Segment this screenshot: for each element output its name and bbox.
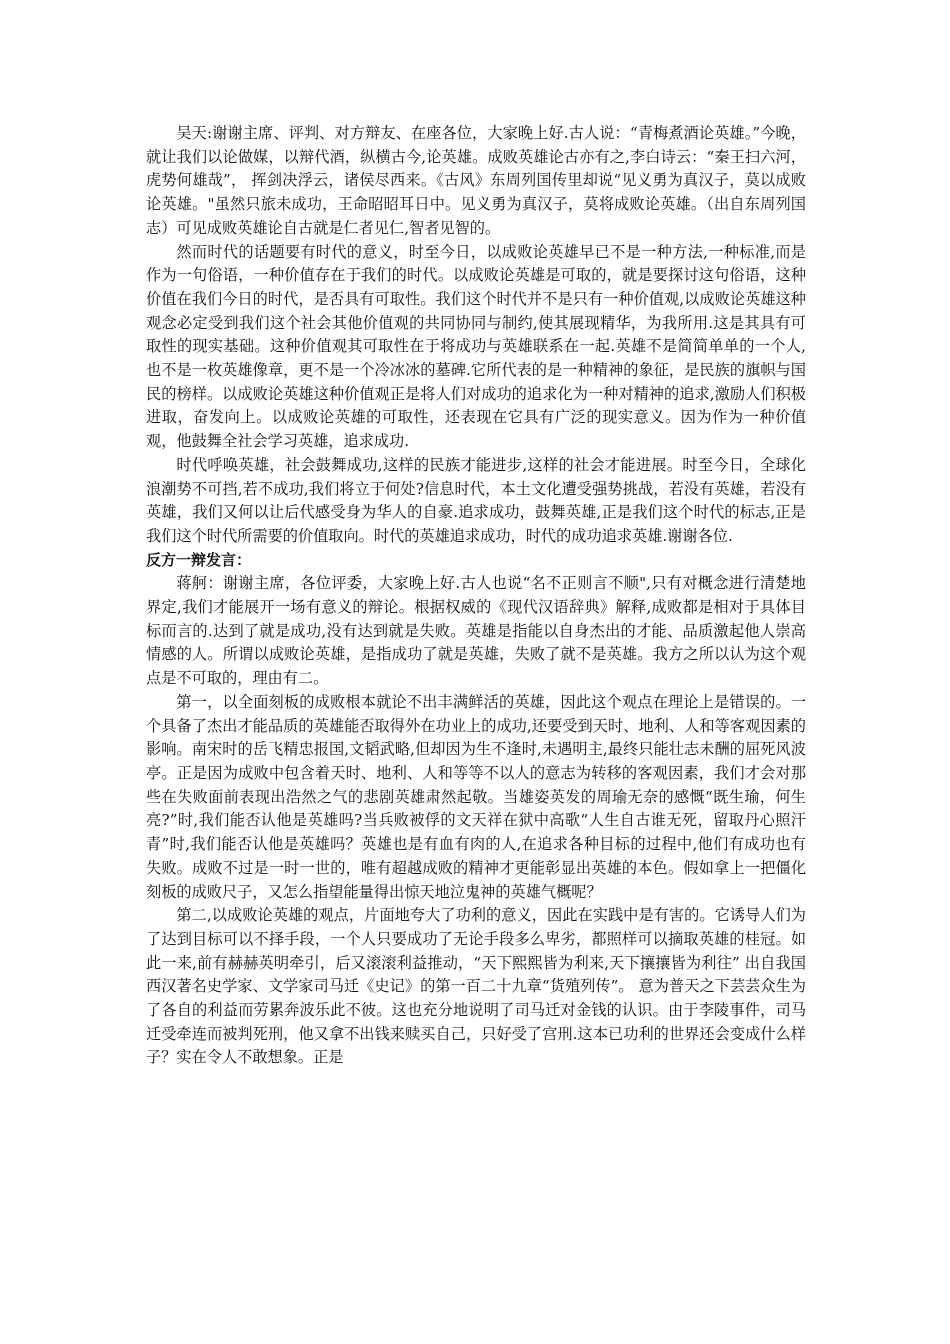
section-heading-negative-first: 反方一辩发言： (146, 550, 252, 569)
paragraph-negative-point-one: 第一，以全面刻板的成败根本就论不出丰满鲜活的英雄，因此这个观点在理论上是错误的。一个具备了杰出才能品质的英雄能否取得外在功业上的成功,还要受到天时、地利、人和等客观因素的影响。南宋时的岳飞精忠报国,文韬武略,但却因为生不逢时,未遇明主,最终只能壮志未酬的屈死风波亭。正是因为成败中包含着天时、地利、人和等等不以人的意志为转移的客观因素，我们才会对那些在失败面前表现出浩然之气的悲剧英雄肃然起敬。当雄姿英发的周瑜无奈的感慨“既生瑜，何生亮?”时,我们能否认他是英雄吗?当兵败被俘的文天祥在狱中高歌“人生自古谁无死，留取丹心照汗青”时,我们能否认他是英雄吗？英雄也是有血有肉的人,在追求各种目标的过程中,他们有成功也有失败。成败不过是一时一世的，唯有超越成败的精神才更能彰显出英雄的本色。假如拿上一把僵化刻板的成败尺子，又怎么指望能量得出惊天地泣鬼神的英雄气概呢？ (146, 692, 806, 901)
paragraph-negative-opening: 蒋舸：谢谢主席，各位评委，大家晚上好.古人也说“名不正则言不顺",只有对概念进行清楚地界定,我们才能展开一场有意义的辩论。根据权威的《现代汉语辞典》解释,成败都是相对于具体目标而言的.达到了就是成功,没有达到就是失败。英雄是指能以自身杰出的才能、品质激起他人崇高情感的人。所谓以成败论英雄，是指成功了就是英雄，失败了就不是英雄。我方之所以认为这个观点是不可取的，理由有二。 (146, 574, 806, 688)
paragraph-negative-point-two: 第二,以成败论英雄的观点，片面地夸大了功利的意义，因此在实践中是有害的。它诱导人们为了达到目标可以不择手段，一个人只要成功了无论手段多么卑劣，都照样可以摘取英雄的桂冠。如此一来,前有赫赫英明牵引，后又滚滚利益推动，“天下熙熙皆为利来,天下攘攘皆为利往” 出自我国西汉著名史学家、文学家司马迁《史记》的第一百二十九章“货殖列传”。 意为普天之下芸芸众生为了各自的利益而劳累奔波乐此不彼。这也充分地说明了司马迁对金钱的认识。由于李陵事件，司马迁受牵连而被判死刑，他又拿不出钱来赎买自己，只好受了宫刑.这本已功利的世界还会变成什么样子？实在令人不敢想象。正是 (146, 906, 806, 1067)
paragraph-affirmative-opening: 吴天:谢谢主席、评判、对方辩友、在座各位，大家晚上好.古人说：“青梅煮酒论英雄。”今晚，就让我们以论做媒，以辩代酒，纵横古今,论英雄。成败英雄论古亦有之,李白诗云：“秦王扫六河，虎势何雄哉”， 挥剑决浮云，诸侯尽西来。《古风》东周列国传里却说“见义勇为真汉子，莫以成败论英雄。"虽然只旅未成功，王命昭昭耳日中。见义勇为真汉子，莫将成败论英雄。（出自东周列国志）可见成败英雄论自古就是仁者见仁,智者见智的。 (146, 124, 806, 237)
paragraph-affirmative-closing: 时代呼唤英雄，社会鼓舞成功,这样的民族才能进步,这样的社会才能进展。时至今日，全球化浪潮势不可挡,若不成功,我们将立于何处?信息时代，本土文化遭受强势挑战，若没有英雄，若没有英雄，我们又何以让后代感受身为华人的自豪.追求成功，鼓舞英雄,正是我们这个时代的标志,正是我们这个时代所需要的价值取向。时代的英雄追求成功，时代的成功追求英雄.谢谢各位. (146, 455, 806, 545)
document-page (146, 122, 806, 1070)
paragraph-affirmative-era-meaning: 然而时代的话题要有时代的意义，时至今日，以成败论英雄早已不是一种方法,一种标准,而是作为一句俗语，一种价值存在于我们的时代。以成败论英雄是可取的，就是要探讨这句俗语，这种价值在我们今日的时代，是否具有可取性。我们这个时代并不是只有一种价值观,以成败论英雄这种观念必定受到我们这个社会其他价值观的共同协同与制约,使其展现精华，为我所用.这是其具有可取性的现实基础。这种价值观其可取性在于将成功与英雄联系在一起.英雄不是简简单单的一个人,也不是一枚英雄像章，更不是一个冷冰冰的墓碑.它所代表的是一种精神的象征，是民族的旗帜与国民的榜样。以成败论英雄这种价值观正是将人们对成功的追求化为一种对精神的追求,激励人们积极进取，奋发向上。以成败论英雄的可取性，还表现在它具有广泛的现实意义。因为作为一种价值观，他鼓舞全社会学习英雄，追求成功. (146, 242, 806, 451)
